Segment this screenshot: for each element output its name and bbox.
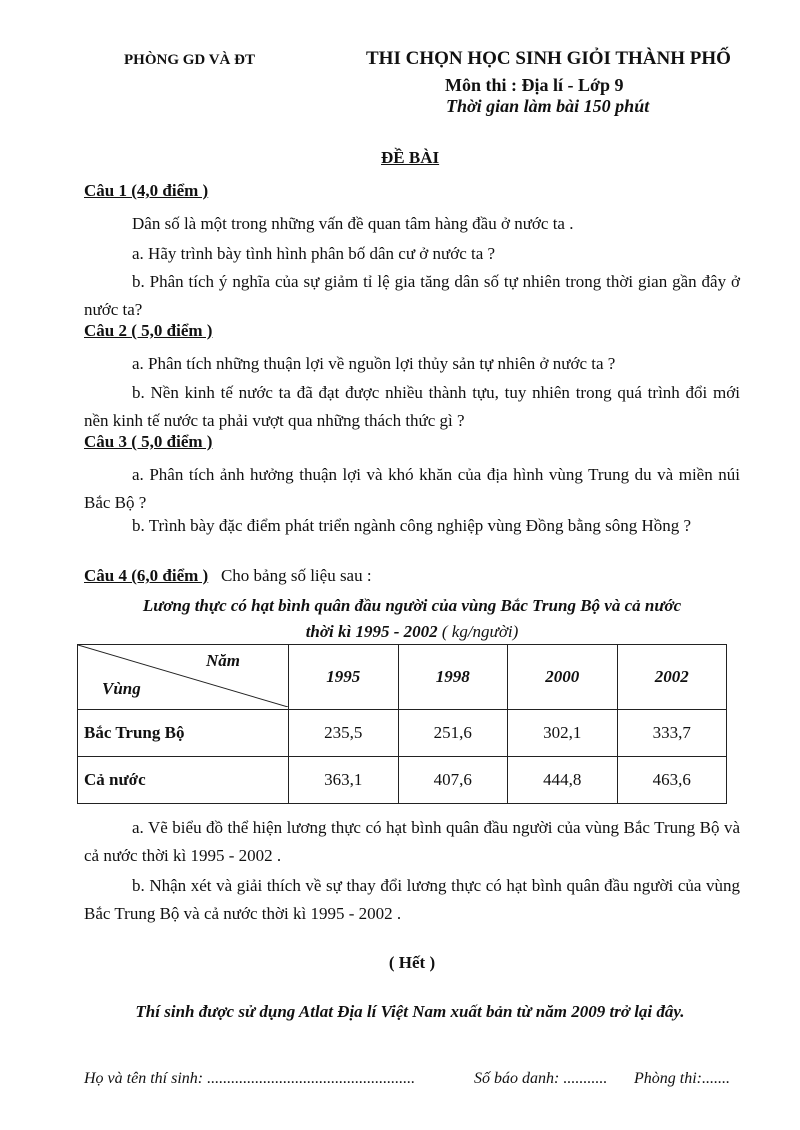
section-title: ĐỀ BÀI <box>381 148 440 167</box>
q3-part-b: b. Trình bày đặc điểm phát triển ngành công nghiệp vùng Đồng bằng sông Hồng ? <box>132 516 692 535</box>
q3-heading: Câu 3 ( 5,0 điểm ) <box>84 432 213 451</box>
subject-line: Môn thi : Địa lí - Lớp 9 <box>445 75 624 95</box>
year-cell: 2002 <box>617 645 727 710</box>
time-line: Thời gian làm bài 150 phút <box>446 96 650 116</box>
row-label: Cả nước <box>78 757 289 804</box>
table-cell: 407,6 <box>398 757 508 804</box>
table-unit: ( kg/người) <box>441 622 519 641</box>
q1-part-b: b. Phân tích ý nghĩa của sự giảm tỉ lệ gia tăng dân số tự nhiên trong thời gian gần đây ở nước ta? <box>84 272 740 319</box>
table-cell: 235,5 <box>289 710 399 757</box>
table-cell: 444,8 <box>508 757 618 804</box>
table-cell: 363,1 <box>289 757 399 804</box>
candidate-number-field: Số báo danh: ........... <box>474 1070 608 1087</box>
q2-part-a: a. Phân tích những thuận lợi về nguồn lợi thủy sản tự nhiên ở nước ta ? <box>132 354 616 373</box>
table-corner-cell <box>78 645 289 710</box>
end-marker: ( Hết ) <box>388 953 436 972</box>
exam-title: THI CHỌN HỌC SINH GIỎI THÀNH PHỐ <box>366 48 731 69</box>
candidate-name-field: Họ và tên thí sinh: .................................................... <box>84 1070 416 1087</box>
q1-part-a: a. Hãy trình bày tình hình phân bố dân cư ở nước ta ? <box>132 244 496 263</box>
atlas-note: Thí sinh được sử dụng Atlat Địa lí Việt Nam xuất bản từ năm 2009 trở lại đây. <box>135 1002 685 1021</box>
table-cell: 251,6 <box>398 710 508 757</box>
q4-intro: Cho bảng số liệu sau : <box>220 566 372 585</box>
exam-room-field: Phòng thi:....... <box>634 1070 730 1087</box>
data-table <box>77 644 727 804</box>
year-cell: 1998 <box>398 645 508 710</box>
table-row <box>78 710 727 757</box>
q4-part-b: b. Nhận xét và giải thích về sự thay đổi lương thực có hạt bình quân đầu người của vùng Bắc Trung Bộ và cả nước thời kì 1995 - 2002 . <box>84 876 740 923</box>
corner-top-label: Năm <box>206 651 240 670</box>
q2-heading: Câu 2 ( 5,0 điểm ) <box>84 321 213 340</box>
q4-line <box>84 566 372 586</box>
year-cell: 1995 <box>289 645 399 710</box>
q1-intro: Dân số là một trong những vấn đề quan tâm hàng đầu ở nước ta . <box>132 214 574 233</box>
table-cell: 463,6 <box>617 757 727 804</box>
table-cell: 302,1 <box>508 710 618 757</box>
q4-heading: Câu 4 (6,0 điểm ) <box>84 566 209 585</box>
table-title-line2: thời kì 1995 - 2002 <box>305 622 438 641</box>
table-title-line2-wrap <box>84 622 740 642</box>
department-label: PHÒNG GD VÀ ĐT <box>124 52 255 68</box>
row-label: Bắc Trung Bộ <box>78 710 289 757</box>
table-row <box>78 757 727 804</box>
q3-part-a: a. Phân tích ảnh hưởng thuận lợi và khó khăn của địa hình vùng Trung du và miền núi Bắc Bộ ? <box>84 465 740 512</box>
table-title-line1: Lương thực có hạt bình quân đầu người của vùng Bắc Trung Bộ và cả nước <box>142 596 682 615</box>
q2-part-b: b. Nền kinh tế nước ta đã đạt được nhiều thành tựu, tuy nhiên trong quá trình đổi mới nền kinh tế nước ta phải vượt qua những thách thức gì ? <box>84 383 740 430</box>
corner-bottom-label: Vùng <box>102 679 141 698</box>
table-cell: 333,7 <box>617 710 727 757</box>
year-cell: 2000 <box>508 645 618 710</box>
q1-heading: Câu 1 (4,0 điểm ) <box>84 181 209 200</box>
q4-part-a: a. Vẽ biểu đồ thể hiện lương thực có hạt bình quân đầu người của vùng Bắc Trung Bộ và cả nước thời kì 1995 - 2002 . <box>84 818 740 865</box>
table-header-row <box>78 645 727 710</box>
